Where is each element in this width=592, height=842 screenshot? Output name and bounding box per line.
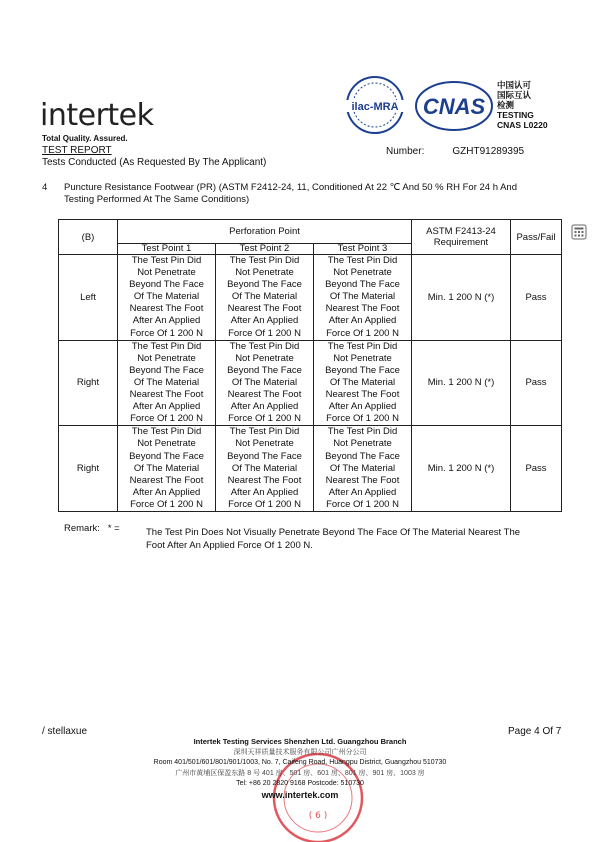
result-text-line: The Test Pin Did xyxy=(229,426,300,438)
section-title-line-1: Puncture Resistance Footwear (PR) (ASTM F2412-24, 11, Conditioned At 22 ℃ And 50 % RH For 24 h And xyxy=(64,182,517,193)
header-test-point-3: Test Point 3 xyxy=(314,244,412,255)
row-side: Left xyxy=(59,255,118,341)
result-text-line: After An Applied xyxy=(230,401,299,413)
result-text-line: Not Penetrate xyxy=(333,352,392,364)
result-text-line: Nearest The Foot xyxy=(227,474,302,486)
test-point-3-result xyxy=(314,255,412,341)
result-text-line: Beyond The Face xyxy=(227,364,302,376)
result-text-line: After An Applied xyxy=(328,486,397,498)
result-text-line: Force Of 1 200 N xyxy=(326,413,399,425)
result-text-line: Of The Material xyxy=(133,462,200,474)
result-text-line: Nearest The Foot xyxy=(129,474,204,486)
section-title-line-2: Testing Performed At The Same Conditions) xyxy=(64,194,250,205)
result-text-line: Force Of 1 200 N xyxy=(326,498,399,510)
number-label: Number: xyxy=(386,146,425,157)
result-text-line: After An Applied xyxy=(328,401,397,413)
result-text-line: Nearest The Foot xyxy=(129,389,204,401)
result-text-line: Of The Material xyxy=(231,462,298,474)
result-text-line: The Test Pin Did xyxy=(131,426,202,438)
stamp-number: ( 6 ) xyxy=(308,811,328,821)
tests-conducted: Tests Conducted (As Requested By The Applicant) xyxy=(42,157,267,168)
result-text-line: Force Of 1 200 N xyxy=(228,327,301,339)
result-text-line: Not Penetrate xyxy=(333,438,392,450)
result-text-line: Beyond The Face xyxy=(129,364,204,376)
requirement-line-1: ASTM F2413-24 xyxy=(426,226,496,237)
ilac-mra-logo xyxy=(338,74,412,138)
page-number: Page 4 Of 7 xyxy=(508,726,562,737)
result-text-line: Of The Material xyxy=(231,376,298,388)
row-pass-fail: Pass xyxy=(511,340,562,426)
result-text-line: After An Applied xyxy=(328,315,397,327)
result-text-line: Beyond The Face xyxy=(129,279,204,291)
row-pass-fail: Pass xyxy=(511,255,562,341)
result-text-line: Nearest The Foot xyxy=(227,303,302,315)
result-text-line: Nearest The Foot xyxy=(325,303,400,315)
result-text-line: Of The Material xyxy=(329,462,396,474)
table-row xyxy=(59,255,562,341)
puncture-results-table xyxy=(58,219,562,512)
header-test-point-1: Test Point 1 xyxy=(118,244,216,255)
result-text-line: Of The Material xyxy=(133,376,200,388)
result-text-line: Force Of 1 200 N xyxy=(130,413,203,425)
result-text-line: Beyond The Face xyxy=(325,450,400,462)
footer-company-block xyxy=(100,737,500,800)
table-view-icon[interactable] xyxy=(571,224,587,240)
cn-line-2: 国际互认 xyxy=(497,90,532,100)
result-text-line: After An Applied xyxy=(230,486,299,498)
result-text-line: Of The Material xyxy=(329,291,396,303)
result-text-line: The Test Pin Did xyxy=(327,340,398,352)
remark-symbol: * = xyxy=(107,523,120,534)
cn-line-1: 中国认可 xyxy=(497,80,532,90)
section-number: 4 xyxy=(42,182,48,193)
test-point-2-result xyxy=(216,340,314,426)
result-text-line: Not Penetrate xyxy=(235,438,294,450)
cn-line-4: TESTING xyxy=(497,110,534,120)
remark-label xyxy=(64,523,120,534)
result-text-line: Of The Material xyxy=(133,291,200,303)
header-requirement xyxy=(412,220,511,255)
remark-text xyxy=(146,527,546,552)
remark-label-text: Remark: xyxy=(64,523,100,534)
report-number xyxy=(386,146,524,157)
company-address-cn: 广州市黄埔区保盈东路 8 号 401 房、501 房、601 房、801 房、901 房、1003 房 xyxy=(175,769,425,777)
result-text-line: Beyond The Face xyxy=(129,450,204,462)
intertek-logo: intertek xyxy=(40,98,154,133)
test-point-3-result xyxy=(314,426,412,512)
result-text-line: The Test Pin Did xyxy=(131,255,202,266)
result-text-line: Force Of 1 200 N xyxy=(130,327,203,339)
row-side: Right xyxy=(59,426,118,512)
company-name-cn: 深圳天祥质量技术服务有限公司广州分公司 xyxy=(233,748,367,756)
row-requirement: Min. 1 200 N (*) xyxy=(412,426,511,512)
result-text-line: Force Of 1 200 N xyxy=(130,498,203,510)
result-text-line: Force Of 1 200 N xyxy=(228,413,301,425)
result-text-line: Not Penetrate xyxy=(137,352,196,364)
test-point-2-result xyxy=(216,255,314,341)
remark-line-1: The Test Pin Does Not Visually Penetrate Beyond The Face Of The Material Nearest The xyxy=(146,527,521,538)
result-text-line: Not Penetrate xyxy=(137,438,196,450)
footer-author: / stellaxue xyxy=(42,726,88,737)
result-text-line: Nearest The Foot xyxy=(227,389,302,401)
company-address: Room 401/501/601/801/901/1003, No. 7, Caifeng Road, Huangpu District, Guangzhou 510730 xyxy=(153,759,447,766)
test-point-3-result xyxy=(314,340,412,426)
result-text-line: Force Of 1 200 N xyxy=(228,498,301,510)
result-text-line: Beyond The Face xyxy=(227,279,302,291)
test-point-2-result xyxy=(216,426,314,512)
result-text-line: Beyond The Face xyxy=(325,364,400,376)
result-text-line: After An Applied xyxy=(132,401,201,413)
result-text-line: Beyond The Face xyxy=(227,450,302,462)
result-text-line: Of The Material xyxy=(329,376,396,388)
result-text-line: The Test Pin Did xyxy=(229,255,300,266)
result-text-line: After An Applied xyxy=(230,315,299,327)
requirement-line-2: Requirement xyxy=(433,237,489,248)
company-tel: Tel: +86 20 2820 9168 Postcode: 510730 xyxy=(236,780,364,787)
result-text-line: Nearest The Foot xyxy=(325,389,400,401)
test-point-1-result xyxy=(118,340,216,426)
cn-line-5: CNAS L0220 xyxy=(497,120,548,130)
result-text-line: The Test Pin Did xyxy=(327,255,398,266)
company-website[interactable]: www.intertek.com xyxy=(261,789,339,800)
result-text-line: Of The Material xyxy=(231,291,298,303)
result-text-line: After An Applied xyxy=(132,486,201,498)
header-pass-fail: Pass/Fail xyxy=(511,220,562,255)
cnas-logo xyxy=(414,80,494,132)
row-requirement: Min. 1 200 N (*) xyxy=(412,340,511,426)
result-text-line: Not Penetrate xyxy=(235,352,294,364)
header-test-point-2: Test Point 2 xyxy=(216,244,314,255)
result-text-line: Not Penetrate xyxy=(137,267,196,279)
report-title: TEST REPORT xyxy=(42,145,112,156)
cnas-text: CNAS xyxy=(422,94,486,119)
number-value: GZHT91289395 xyxy=(452,146,525,157)
row-side: Right xyxy=(59,340,118,426)
result-text-line: Nearest The Foot xyxy=(325,474,400,486)
company-name: Intertek Testing Services Shenzhen Ltd. Guangzhou Branch xyxy=(193,737,407,746)
accreditation-block xyxy=(497,80,548,130)
result-text-line: Nearest The Foot xyxy=(129,303,204,315)
row-pass-fail: Pass xyxy=(511,426,562,512)
result-text-line: Not Penetrate xyxy=(333,267,392,279)
table-row xyxy=(59,340,562,426)
row-requirement: Min. 1 200 N (*) xyxy=(412,255,511,341)
result-text-line: Not Penetrate xyxy=(235,267,294,279)
remark-line-2: Foot After An Applied Force Of 1 200 N. xyxy=(146,539,313,551)
ilac-text: ilac-MRA xyxy=(351,101,399,113)
cn-line-3: 检测 xyxy=(497,100,515,110)
table-row xyxy=(59,426,562,512)
result-text-line: Force Of 1 200 N xyxy=(326,327,399,339)
result-text-line: Beyond The Face xyxy=(325,279,400,291)
test-point-1-result xyxy=(118,255,216,341)
result-text-line: The Test Pin Did xyxy=(131,340,202,352)
header-perforation-point: Perforation Point xyxy=(118,220,412,244)
result-text-line: The Test Pin Did xyxy=(229,340,300,352)
test-point-1-result xyxy=(118,426,216,512)
result-text-line: The Test Pin Did xyxy=(327,426,398,438)
result-text-line: After An Applied xyxy=(132,315,201,327)
tagline: Total Quality. Assured. xyxy=(42,134,128,143)
section-heading xyxy=(42,182,544,206)
header-b: (B) xyxy=(59,220,118,255)
